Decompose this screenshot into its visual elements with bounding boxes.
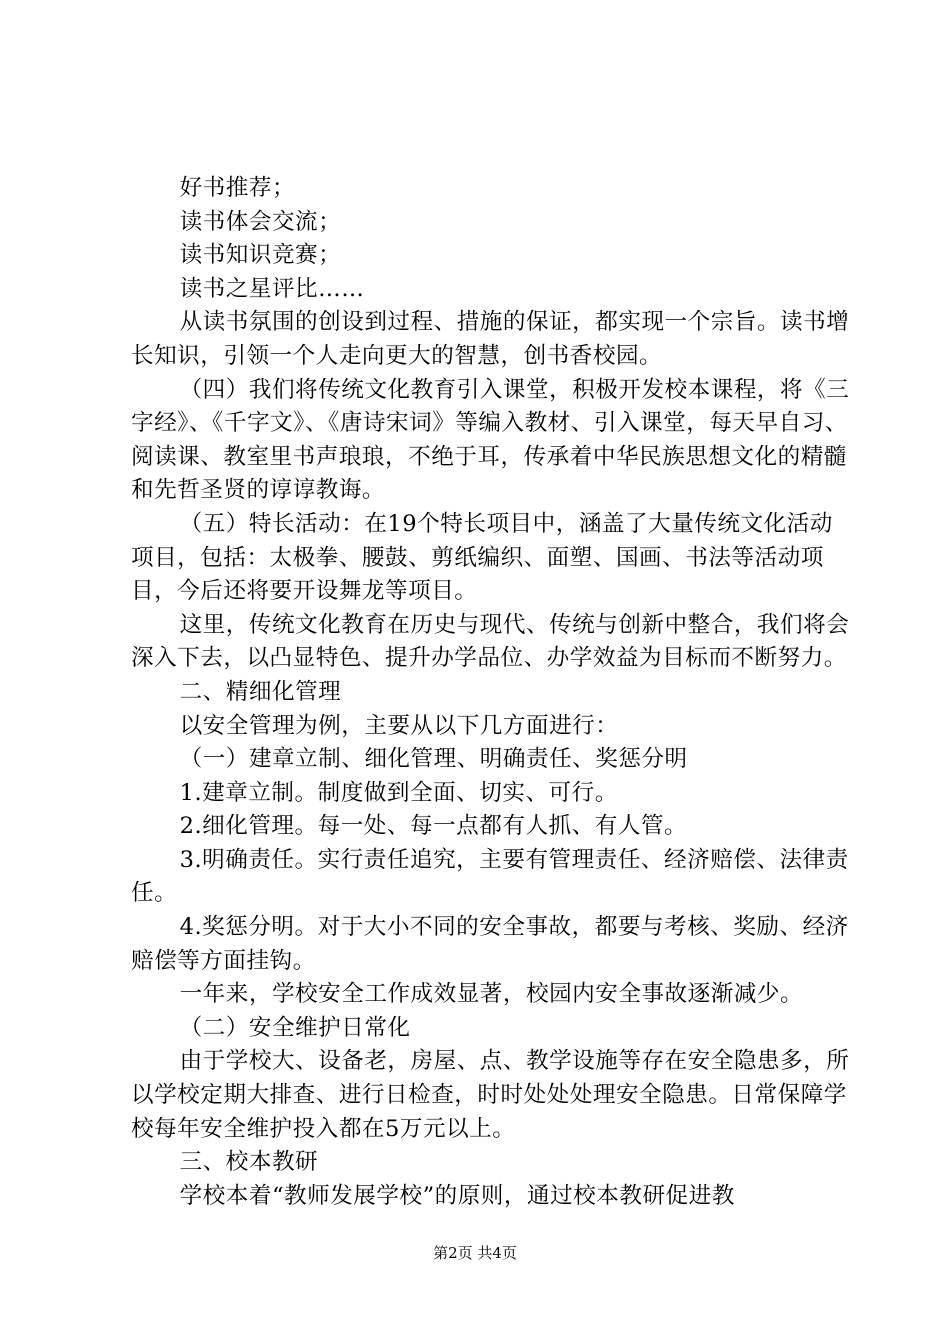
paragraph: 读书体会交流； [179,208,342,235]
subsection-heading: （一）建章立制、细化管理、明确责任、奖惩分明 [179,746,688,773]
document-body [131,172,851,1213]
paragraph: 读书知识竞赛； [179,242,342,269]
page-number-footer: 第2页 共4页 [433,1244,517,1262]
subsection-heading: （二）安全维护日常化 [179,1014,411,1041]
list-item: 4.奖惩分明。对于大小不同的安全事故，都要与考核、奖励、经济赔偿等方面挂钩。 [131,914,849,974]
paragraph: 从读书氛围的创设到过程、措施的保证，都实现一个宗旨。读书增长知识，引领一个人走向更大的智慧，创书香校园。 [131,309,850,369]
paragraph: 这里，传统文化教育在历史与现代、传统与创新中整合，我们将会深入下去，以凸显特色、提升办学品位、办学效益为目标而不断努力。 [131,611,850,672]
list-item: 3.明确责任。实行责任追究，主要有管理责任、经济赔偿、法律责任。 [131,846,849,907]
section-heading: 三、校本教研 [179,1149,319,1176]
section-heading: 二、精细化管理 [179,678,342,705]
paragraph: （四）我们将传统文化教育引入课堂，积极开发校本课程，将《三字经》、《千字文》、《唐诗宋词》等编入教材、引入课堂，每天早自习、阅读课、教室里书声琅琅，不绝于耳，传承着中华民族思想文化的精髓和先哲圣贤的谆谆教诲。 [131,376,850,504]
paragraph: 学校本着“教师发展学校”的原则，通过校本教研促进教 [179,1182,735,1209]
paragraph: 读书之星评比…… [179,275,365,302]
paragraph: 由于学校大、设备老，房屋、点、教学设施等存在安全隐患多，所以学校定期大排查、进行日检查，时时处处处理安全隐患。日常保障学校每年安全维护投入都在5万元以上。 [131,1048,850,1142]
paragraph: （五）特长活动：在19个特长项目中，涵盖了大量传统文化活动项目，包括：太极拳、腰鼓、剪纸编织、面塑、国画、书法等活动项目，今后还将要开设舞龙等项目。 [131,510,833,605]
paragraph: 一年来，学校安全工作成效显著，校园内安全事故逐渐减少。 [179,981,804,1008]
list-item: 1.建章立制。制度做到全面、切实、可行。 [179,779,618,806]
paragraph: 好书推荐； [179,175,296,201]
list-item: 2.细化管理。每一处、每一点都有人抓、有人管。 [179,813,688,840]
paragraph: 以安全管理为例，主要从以下几方面进行： [179,712,619,739]
